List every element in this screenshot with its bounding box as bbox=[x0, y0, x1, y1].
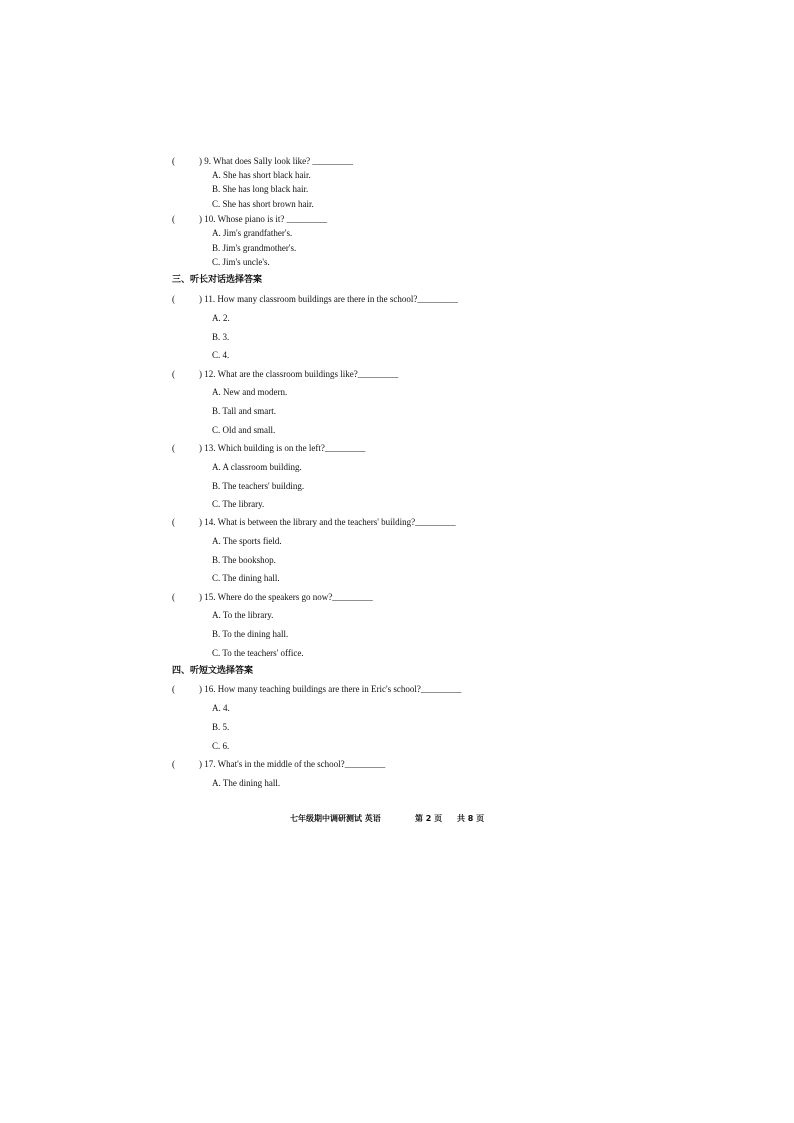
question-stem: ) 10. Whose piano is it? bbox=[199, 214, 287, 224]
question-14 bbox=[172, 517, 456, 528]
option-a: A. She has short black hair. bbox=[212, 170, 311, 180]
option-a: A. The sports field. bbox=[212, 536, 282, 546]
question-stem: ) 16. How many teaching buildings are there in Eric's school? bbox=[199, 684, 421, 694]
question-9 bbox=[172, 156, 353, 167]
option-c: C. Jim's uncle's. bbox=[212, 257, 270, 267]
answer-paren: ( bbox=[172, 294, 175, 304]
option-b: B. The bookshop. bbox=[212, 555, 276, 565]
option-b: B. 3. bbox=[212, 332, 230, 342]
option-a: A. Jim's grandfather's. bbox=[212, 228, 293, 238]
answer-blank: _________ bbox=[324, 443, 366, 453]
question-stem: ) 13. Which building is on the left? bbox=[199, 443, 325, 453]
question-15 bbox=[172, 592, 373, 603]
question-stem: ) 17. What's in the middle of the school? bbox=[199, 759, 345, 769]
option-c: C. To the teachers' office. bbox=[212, 648, 304, 658]
option-a: A. 2. bbox=[212, 313, 230, 323]
question-12 bbox=[172, 369, 398, 380]
question-stem: ) 14. What is between the library and the teachers' building? bbox=[199, 517, 416, 527]
option-c: C. 4. bbox=[212, 350, 230, 360]
answer-blank: _________ bbox=[286, 214, 328, 224]
option-a: A. The dining hall. bbox=[212, 778, 281, 788]
option-b: B. Jim's grandmother's. bbox=[212, 243, 297, 253]
option-b: B. To the dining hall. bbox=[212, 629, 289, 639]
answer-blank: _________ bbox=[357, 369, 399, 379]
footer-exam-title: 七年级期中调研测试 英语 bbox=[290, 814, 381, 823]
question-13 bbox=[172, 443, 365, 454]
answer-paren: ( bbox=[172, 759, 175, 769]
option-c: C. 6. bbox=[212, 741, 230, 751]
question-stem: ) 11. How many classroom buildings are there in the school? bbox=[199, 294, 418, 304]
option-b: B. She has long black hair. bbox=[212, 184, 309, 194]
footer-total-pages: 共 8 页 bbox=[457, 814, 485, 823]
question-stem: ) 9. What does Sally look like? bbox=[199, 156, 313, 166]
question-stem: ) 15. Where do the speakers go now? bbox=[199, 592, 333, 602]
question-stem: ) 12. What are the classroom buildings like? bbox=[199, 369, 358, 379]
section-heading-4: 四、听短文选择答案 bbox=[172, 666, 254, 676]
answer-blank: _________ bbox=[332, 592, 373, 602]
option-a: A. To the library. bbox=[212, 610, 274, 620]
option-b: B. Tall and smart. bbox=[212, 406, 276, 416]
question-16 bbox=[172, 684, 461, 695]
answer-paren: ( bbox=[172, 443, 175, 453]
option-b: B. The teachers' building. bbox=[212, 481, 305, 491]
answer-blank: _________ bbox=[420, 684, 462, 694]
answer-blank: _________ bbox=[415, 517, 456, 527]
answer-paren: ( bbox=[172, 369, 175, 379]
answer-blank: _________ bbox=[344, 759, 386, 769]
answer-blank: _________ bbox=[417, 294, 458, 304]
section-heading-3: 三、听长对话选择答案 bbox=[172, 275, 263, 285]
question-17 bbox=[172, 759, 385, 770]
option-a: A. New and modern. bbox=[212, 387, 288, 397]
option-a: A. A classroom building. bbox=[212, 462, 302, 472]
answer-paren: ( bbox=[172, 592, 175, 602]
answer-blank: _________ bbox=[312, 156, 353, 166]
question-11 bbox=[172, 294, 458, 305]
option-c: C. She has short brown hair. bbox=[212, 199, 314, 209]
option-b: B. 5. bbox=[212, 722, 230, 732]
answer-paren: ( bbox=[172, 517, 175, 527]
footer-page-number: 第 2 页 bbox=[415, 814, 443, 823]
option-a: A. 4. bbox=[212, 703, 230, 713]
option-c: C. The dining hall. bbox=[212, 573, 280, 583]
answer-paren: ( bbox=[172, 684, 175, 694]
answer-paren: ( bbox=[172, 156, 175, 166]
option-c: C. The library. bbox=[212, 499, 265, 509]
question-10 bbox=[172, 214, 327, 225]
option-c: C. Old and small. bbox=[212, 425, 276, 435]
answer-paren: ( bbox=[172, 214, 175, 224]
